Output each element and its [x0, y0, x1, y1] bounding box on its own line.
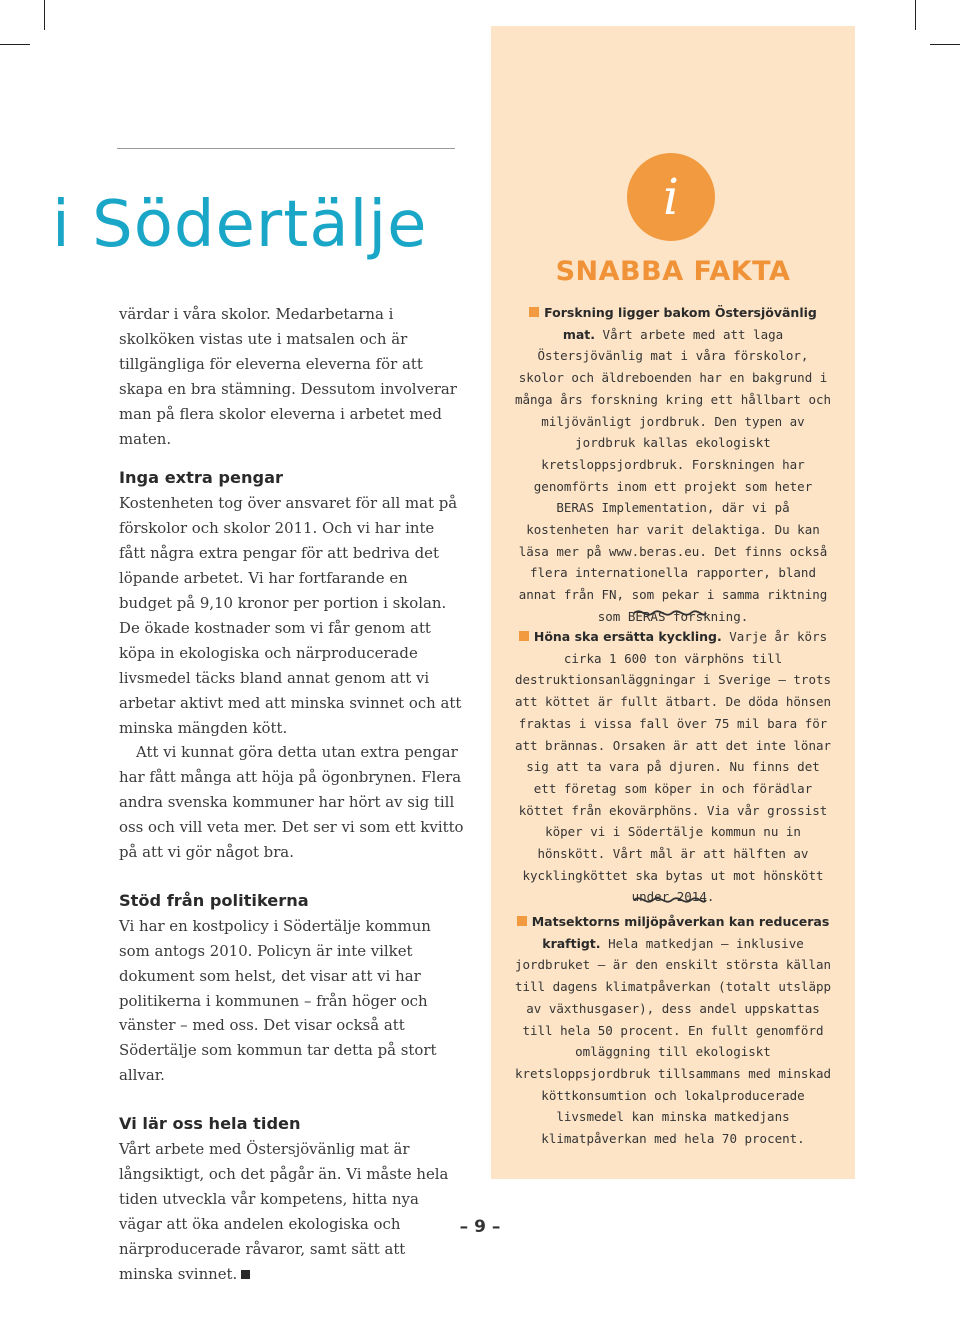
end-square-icon	[241, 1270, 250, 1279]
section1-paragraph-1: Kostenheten tog över ansvaret för all mat på förskolor och skolor 2011. Och vi har inte fått några extra pengar för att bedriva det löpande arbetet. Vi har fortfarande en budget på 9,10 kronor per portion i skolan. De ökade kostnader som vi får genom att köpa in ekologiska och närproducerade livsmedel täcks bland annat genom att vi arbetar aktivt med att minska svinnet och att minska mängden kött.	[119, 494, 462, 737]
section2-paragraph-1: Vi har en kostpolicy i Södertälje kommun som antogs 2010. Policyn är inte vilket dokument som helst, det visar att vi har politikerna i kommunen – från höger och vänster – med oss. Det visar också att Södertälje som kommun tar detta på stort allvar.	[119, 916, 437, 1085]
fact-text: Varje år körs cirka 1 600 ton värphöns till destruktionsanläggningar i Sverige – trots att köttet är fullt ätbart. De döda hönsen fraktas i vissa fall över 75 mil bara för att brännas. Orsaken är att det inte lönar sig att ta vara på djuren. Nu finns det ett företag som köper in och förädlar köttet från ekovärphöns. Via vår grossist köper vi i Södertälje kommun nu in hönskött. Vårt mål är att hälften av kycklingköttet ska bytas ut mot hönskött under 2014.	[514, 629, 832, 905]
header-rule	[117, 148, 455, 149]
section-heading-vi-lar-oss: Vi lär oss hela tiden	[119, 1114, 301, 1134]
fact-item	[513, 626, 833, 908]
section-heading-inga-extra-pengar: Inga extra pengar	[119, 468, 283, 488]
section3-paragraph-1	[119, 1137, 464, 1286]
body-column	[119, 302, 464, 1287]
intro-paragraph: värdar i våra skolor. Medarbetarna i skolköken vistas ute i matsalen och är tillgängliga för eleverna eleverna för att skapa en bra stämning. Dessutom involverar man på flera skolor eleverna i arbetet med maten.	[119, 305, 457, 448]
fact-lead: Höna ska ersätta kyckling.	[533, 629, 722, 644]
squiggle-divider-icon	[632, 893, 708, 907]
fact-text: Hela matkedjan – inklusive jordbruket – är den enskilt största källan till dagens klimatpåverkan (totalt utsläpp av växthusgaser), dess andel uppskattas till hela 50 procent. En fullt genomförd omläggning till ekologiskt kretsloppsjordbruk tillsammans med minskad köttkonsumtion och lokalproducerade livsmedel kan minska matkedjans klimatpåverkan med hela 70 procent.	[514, 935, 832, 1147]
fact-lead: Matsektorns miljöpåverkan kan reduceras kraftigt.	[531, 914, 830, 951]
fact-panel-title: SNABBA FAKTA	[555, 256, 791, 287]
section1-paragraph-2: Att vi kunnat göra detta utan extra pengar har fått många att höja på ögonbrynen. Flera andra svenska kommuner har hört av sig till oss och vill veta mer. Det ser vi som ett kvitto på att vi gör något bra.	[119, 743, 464, 862]
bullet-square-icon	[517, 916, 527, 926]
crop-mark	[44, 0, 45, 30]
page-number: – 9 –	[459, 1217, 501, 1237]
fact-lead: Forskning ligger bakom Östersjövänlig mat.	[544, 305, 817, 342]
bullet-square-icon	[519, 631, 529, 641]
fact-item	[513, 911, 833, 1150]
squiggle-divider-icon	[632, 606, 708, 620]
crop-mark	[0, 44, 30, 45]
fact-item	[513, 302, 833, 628]
section-heading-stod-fran-politikerna: Stöd från politikerna	[119, 890, 309, 910]
bullet-square-icon	[529, 307, 539, 317]
fact-text: Vårt arbete med att laga Östersjövänlig mat i våra förskolor, skolor och äldreboenden har en bakgrund i många års forskning kring ett hållbart och miljövänligt jordbruk. Den typen av jordbruk kallas ekologiskt kretsloppsjordbruk. Forskningen har genomförts inom ett projekt som heter BERAS Implementation, där vi på kostenheten har varit delaktiga. Du kan läsa mer på www.beras.eu. Det finns också flera internationella rapporter, bland annat från FN, som pekar i samma riktning som BERAS forskning.	[514, 326, 832, 624]
section3-text: Vårt arbete med Östersjövänlig mat är långsiktigt, och det pågår än. Vi måste hela tiden utveckla vår kompetens, hitta nya vägar att öka andelen ekologiska och närproducerade råvaror, samt sätt att minska svinnet.	[119, 1140, 449, 1283]
crop-mark	[915, 0, 916, 30]
page-title: i Södertälje	[52, 188, 428, 262]
crop-mark	[930, 44, 960, 45]
info-icon: i	[627, 153, 715, 241]
